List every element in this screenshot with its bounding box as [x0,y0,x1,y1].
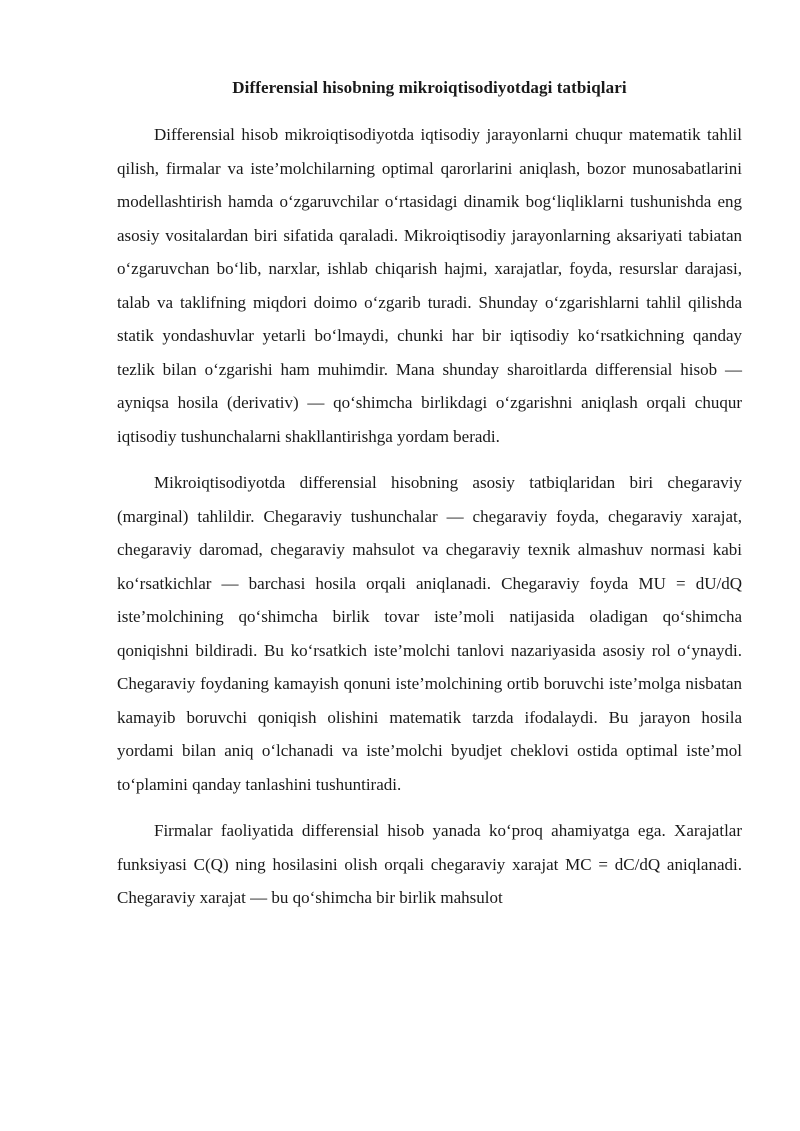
paragraph-firms: Firmalar faoliyatida differensial hisob yanada ko‘proq ahamiyatga ega. Xarajatlar funksiyasi C(Q) ning hosilasini olish orqali chegaraviy xarajat MC = dC/dQ aniqlanadi. Chegaraviy xarajat — bu qo‘shimcha bir birlik mahsulot [117,821,742,907]
paragraph-marginal-analysis: Mikroiqtisodiyotda differensial hisobning asosiy tatbiqlaridan biri chegaraviy (marginal) tahlildir. Chegaraviy tushunchalar — chegaraviy foyda, chegaraviy xarajat, chegaraviy daromad, chegaraviy mahsulot va chegaraviy texnik almashuv normasi kabi ko‘rsatkichlar — barchasi hosila orqali aniqlanadi. Chegaraviy foyda MU = dU/dQ iste’molchining qo‘shimcha birlik tovar iste’moli natijasida oladigan qo‘shimcha qoniqishni bildiradi. Bu ko‘rsatkich iste’molchi tanlovi nazariyasida asosiy rol o‘ynaydi. Chegaraviy foydaning kamayish qonuni iste’molchining ortib boruvchi iste’molga nisbatan kamayib boruvchi qoniqish olishini matematik tarzda ifodalaydi. Bu jarayon hosila yordami bilan aniq o‘lchanadi va iste’molchi byudjet cheklovi ostida optimal iste’mol to‘plamini qanday tanlashini tushuntiradi. [117,473,742,794]
document-page [117,74,742,928]
document-title: Differensial hisobning mikroiqtisodiyotdagi tatbiqlari [232,78,627,97]
paragraph-intro: Differensial hisob mikroiqtisodiyotda iqtisodiy jarayonlarni chuqur matematik tahlil qilish, firmalar va iste’molchilarning optimal qarorlarini aniqlash, bozor munosabatlarini modellashtirish hamda o‘zgaruvchilar o‘rtasidagi dinamik bog‘liqliklarni tushunishda eng asosiy vositalardan biri sifatida qaraladi. Mikroiqtisodiy jarayonlarning aksariyati tabiatan o‘zgaruvchan bo‘lib, narxlar, ishlab chiqarish hajmi, xarajatlar, foyda, resurslar darajasi, talab va taklifning miqdori doimo o‘zgarib turadi. Shunday o‘zgarishlarni tahlil qilishda statik yondashuvlar yetarli bo‘lmaydi, chunki har bir iqtisodiy ko‘rsatkichning qanday tezlik bilan o‘zgarishi ham muhimdir. Mana shunday sharoitlarda differensial hisob — ayniqsa hosila (derivativ) — qo‘shimcha birlikdagi o‘zgarishni aniqlash orqali chuqur iqtisodiy tushunchalarni shakllantirishga yordam beradi. [117,125,742,446]
